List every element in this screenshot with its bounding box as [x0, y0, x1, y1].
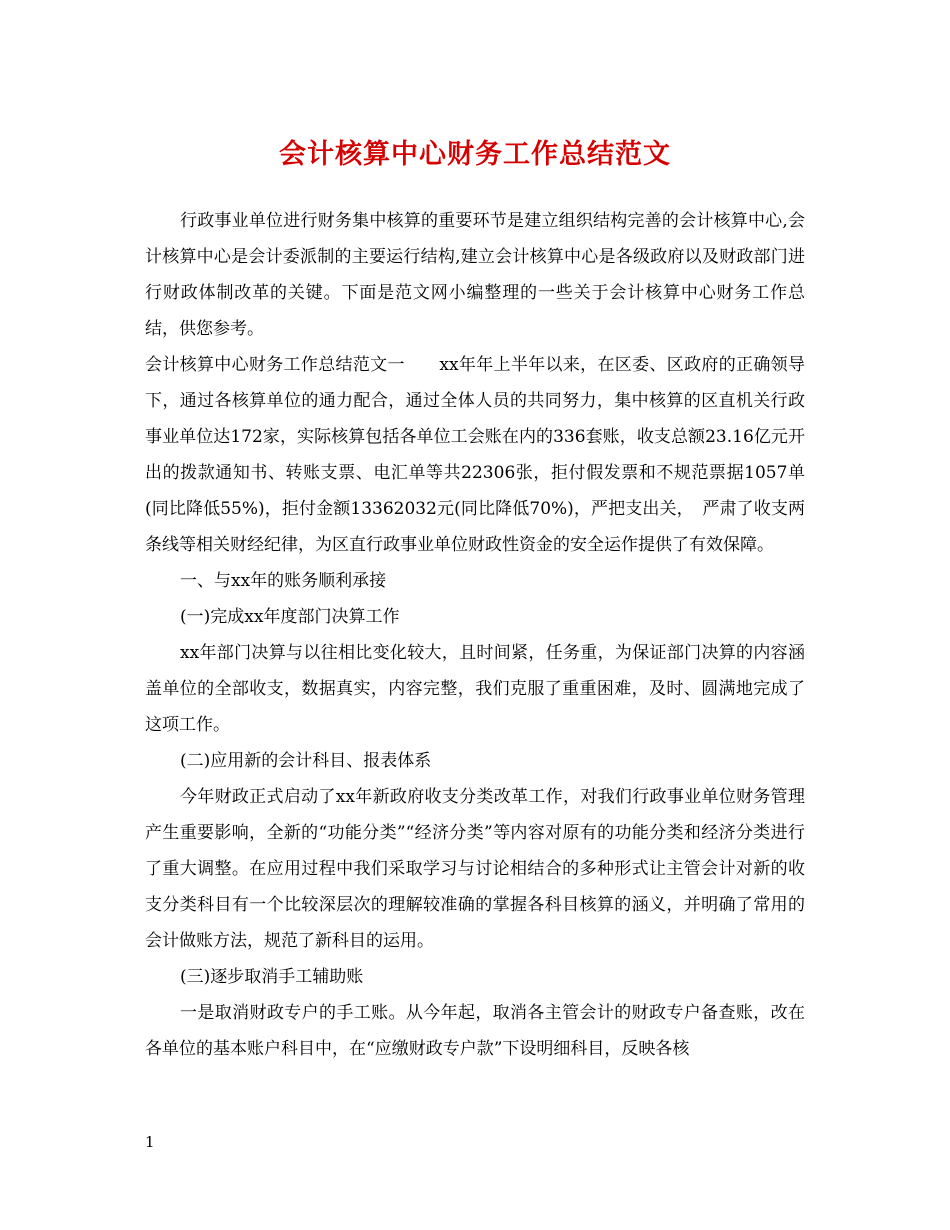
- paragraph-3: xx年部门决算与以往相比变化较大，且时间紧，任务重，为保证部门决算的内容涵盖单位的全部收支，数据真实，内容完整，我们克服了重重困难，及时、圆满地完成了这项工作。: [145, 643, 805, 735]
- document-body: [145, 203, 805, 1067]
- page-number: 1: [145, 1133, 155, 1151]
- subsection-heading-1: (一)完成xx年度部门决算工作: [180, 607, 400, 627]
- subsection-heading-2: (二)应用新的会计科目、报表体系: [180, 751, 432, 771]
- paragraph-1: 行政事业单位进行财务集中核算的重要环节是建立组织结构完善的会计核算中心,会计核算中心是会计委派制的主要运行结构,建立会计核算中心是各级政府以及财政部门进行财政体制改革的关键。下面是范文网小编整理的一些关于会计核算中心财务工作总结，供您参考。: [145, 211, 805, 339]
- paragraph-2: 会计核算中心财务工作总结范文一 xx年年上半年以来，在区委、区政府的正确领导下，通过各核算单位的通力配合，通过全体人员的共同努力，集中核算的区直机关行政事业单位达172家，实际核算包括各单位工会账在内的336套账，收支总额23.16亿元开出的拨款通知书、转账支票、电汇单等共22306张，拒付假发票和不规范票据1057单(同比降低55%)，拒付金额13362032元(同比降低70%)，严把支出关， 严肃了收支两条线等相关财经纪律，为区直行政事业单位财政性资金的安全运作提供了有效保障。: [145, 355, 805, 555]
- section-heading-1: 一、与xx年的账务顺利承接: [180, 571, 387, 591]
- document-title: 会计核算中心财务工作总结范文: [279, 139, 671, 170]
- paragraph-4: 今年财政正式启动了xx年新政府收支分类改革工作，对我们行政事业单位财务管理产生重要影响，全新的“功能分类”“经济分类”等内容对原有的功能分类和经济分类进行了重大调整。在应用过程中我们采取学习与讨论相结合的多种形式让主管会计对新的收支分类科目有一个比较深层次的理解较准确的掌握各科目核算的涵义，并明确了常用的会计做账方法，规范了新科目的运用。: [145, 787, 805, 951]
- subsection-heading-3: (三)逐步取消手工辅助账: [180, 967, 364, 987]
- paragraph-5: 一是取消财政专户的手工账。从今年起，取消各主管会计的财政专户备查账，改在各单位的基本账户科目中，在“应缴财政专户款”下设明细科目，反映各核: [145, 1003, 805, 1059]
